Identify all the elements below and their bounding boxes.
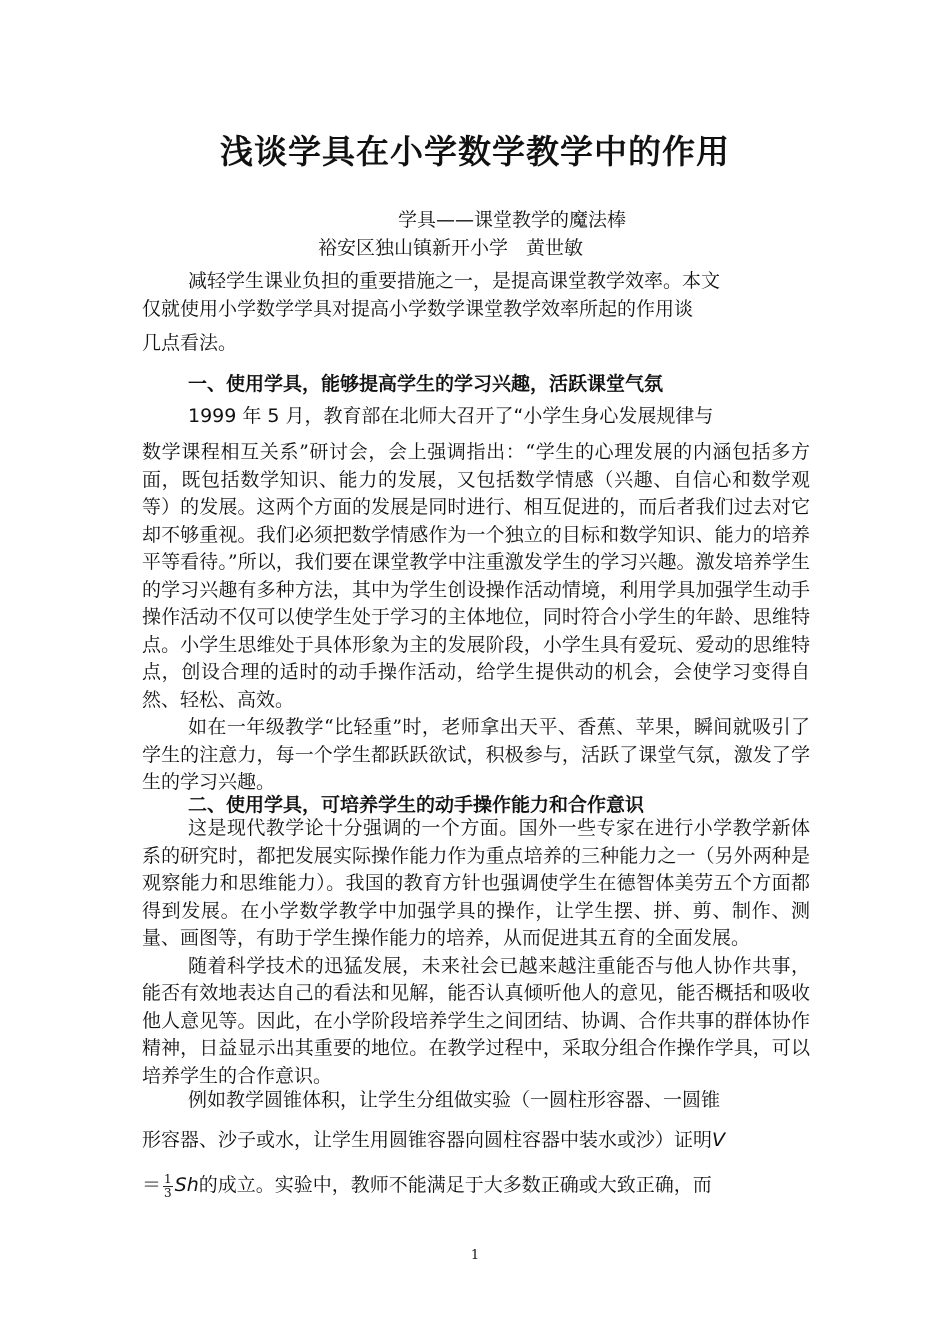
document-subtitle: 学具——课堂教学的魔法棒 [398, 209, 627, 231]
section-1-para-2: 如在一年级教学“比轻重”时，老师拿出天平、香蕉、苹果，瞬间就吸引了学生的注意力，每一个学生都跃跃欲试，积极参与，活跃了课堂气氛，激发了学生的学习兴趣。 [142, 716, 810, 793]
section-2-para-3-line-2 [142, 1127, 810, 1155]
para-3-line-2-text: 形容器、沙子或水，让学生用圆锥容器向圆柱容器中装水或沙）证明 [142, 1129, 713, 1151]
section-2-para-3-line-1: 例如教学圆锥体积，让学生分组做实验（一圆柱形容器、一圆锥 [188, 1089, 721, 1111]
section-1-para-1-first [142, 403, 810, 431]
formula-rest-text: 的成立。实验中，教师不能满足于大多数正确或大致正确，而 [198, 1174, 712, 1196]
page-number: 1 [470, 1248, 480, 1263]
section-2-body [142, 815, 810, 1090]
formula-equals: ＝ [142, 1174, 162, 1196]
section-2-para-3 [142, 1087, 810, 1115]
intro-line-3-block [142, 330, 810, 358]
section-2-heading: 二、使用学具，可培养学生的动手操作能力和合作意识 [188, 794, 645, 816]
fraction-denominator: 3 [164, 1185, 172, 1200]
intro-line-3: 几点看法。 [142, 332, 238, 354]
formula-fraction [163, 1173, 173, 1200]
volume-formula-line [142, 1170, 712, 1200]
section-2-para-2: 随着科学技术的迅猛发展，未来社会已越来越注重能否与他人协作共事，能否有效地表达自己的看法和见解，能否认真倾听他人的意见，能否概括和吸收他人意见等。因此，在小学阶段培养学生之间团结、协调、合作共事的群体协作精神，日益显示出其重要的地位。在教学过程中，采取分组合作操作学具，可以培养学生的合作意识。 [142, 954, 810, 1087]
intro-line-2: 仅就使用小学数学学具对提高小学数学课堂教学效率所起的作用谈 [142, 297, 694, 320]
section-2-para-1: 这是现代教学论十分强调的一个方面。国外一些专家在进行小学教学新体系的研究时，都把发展实际操作能力作为重点培养的三种能力之一（另外两种是观察能力和思维能力）。我国的教育方针也强调使学生在德智体美劳五个方面都得到发展。在小学数学教学中加强学具的操作，让学生摆、拼、剪、制作、测量、画图等，有助于学生操作能力的培养，从而促进其五育的全面发展。 [142, 817, 810, 949]
intro-line-1: 减轻学生课业负担的重要措施之一，是提高课堂教学效率。本文 [188, 270, 721, 292]
section-1-para-1: 数学课程相互关系”研讨会，会上强调指出：“学生的心理发展的内涵包括多方面，既包括数学知识、能力的发展，又包括数学情感（兴趣、自信心和数学观等）的发展。这两个方面的发展是同时进行、相互促进的，而后者我们过去对它却不够重视。我们必须把数学情感作为一个独立的目标和数学知识、能力的培养平等看待。”所以，我们要在课堂教学中注重激发学生的学习兴趣。激发培养学生的学习兴趣有多种方法，其中为学生创设操作活动情境，利用学具加强学生动手操作活动不仅可以使学生处于学习的主体地位，同时符合小学生的年龄、思维特点。小学生思维处于具体形象为主的发展阶段，小学生具有爱玩、爱动的思维特点，创设合理的适时的动手操作活动，给学生提供动的机会，会使学习变得自然、轻松、高效。 [142, 441, 810, 711]
section-1-para-1-first-line: 1999 年 5 月，教育部在北师大召开了“小学生身心发展规律与 [188, 405, 714, 427]
section-2-para-3-line-2-block [142, 1127, 810, 1155]
document-title: 浅谈学具在小学数学教学中的作用 [220, 132, 730, 171]
formula-v: V [712, 1129, 726, 1151]
fraction-numerator: 1 [164, 1171, 172, 1186]
author-line: 裕安区独山镇新开小学 黄世敏 [318, 237, 584, 259]
intro-paragraph [142, 268, 810, 323]
section-1-body [142, 439, 810, 797]
section-1-heading: 一、使用学具，能够提高学生的学习兴趣，活跃课堂气氛 [188, 373, 664, 395]
formula-sh: Sh [174, 1174, 199, 1196]
